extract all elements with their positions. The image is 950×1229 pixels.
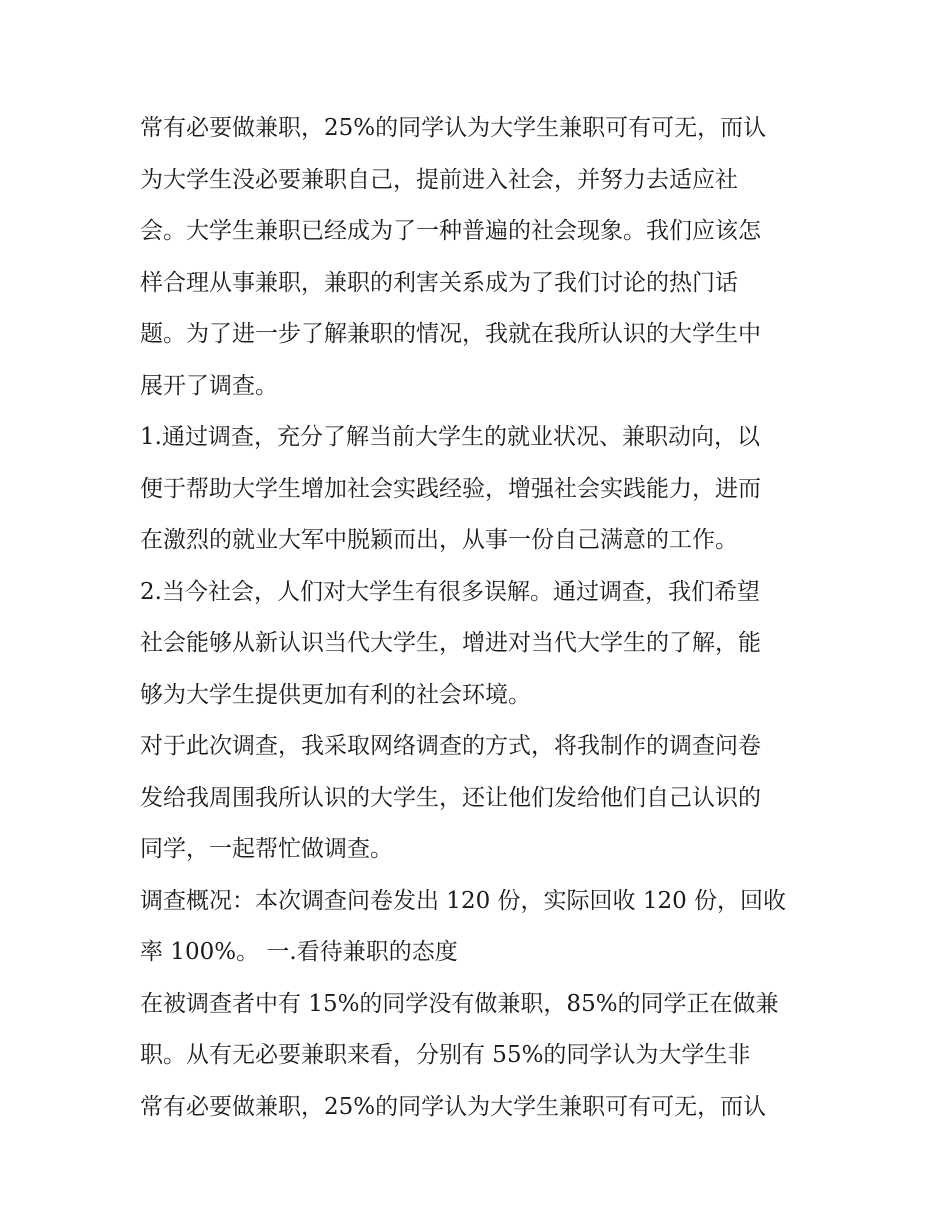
text-line: 会。大学生兼职已经成为了一种普遍的社会现象。我们应该怎: [140, 218, 761, 244]
text-line: 常有必要做兼职，25%的同学认为大学生兼职可有可无，而认: [140, 115, 767, 141]
text-line: 样合理从事兼职，兼职的利害关系成为了我们讨论的热门话: [140, 269, 738, 296]
text-line: 常有必要做兼职，25%的同学认为大学生兼职可有可无，而认: [140, 1093, 767, 1120]
text-line: 对于此次调查，我采取网络调查的方式，将我制作的调查问卷: [140, 733, 761, 759]
text-line: 够为大学生提供更加有利的社会环境。: [140, 681, 531, 708]
text-line: 2.当今社会，人们对大学生有很多误解。通过调查，我们希望: [140, 578, 760, 605]
text-line: 同学，一起帮忙做调查。: [140, 836, 393, 862]
document-body: [140, 103, 820, 1133]
text-line: 在激烈的就业大军中脱颖而出，从事一份自己满意的工作。: [140, 527, 738, 553]
text-line: 率 100%。 一.看待兼职的态度: [140, 939, 458, 965]
text-line: 题。为了进一步了解兼职的情况，我就在我所认识的大学生中: [140, 321, 761, 347]
text-line: 为大学生没必要兼职自己，提前进入社会，并努力去适应社: [140, 166, 738, 193]
text-line: 发给我周围我所认识的大学生，还让他们发给他们自己认识的: [140, 784, 761, 811]
text-line: 1.通过调查，充分了解当前大学生的就业状况、兼职动向，以: [140, 424, 760, 450]
text-line: 社会能够从新认识当代大学生，增进对当代大学生的了解，能: [140, 630, 761, 656]
text-line: 便于帮助大学生增加社会实践经验，增强社会实践能力，进而: [140, 475, 761, 502]
text-line: 职。从有无必要兼职来看，分别有 55%的同学认为大学生非: [140, 1042, 751, 1068]
text-line: 在被调查者中有 15%的同学没有做兼职，85%的同学正在做兼: [140, 990, 779, 1017]
text-line: 展开了调查。: [140, 372, 278, 399]
text-line: 调查概况：本次调查问卷发出 120 份，实际回收 120 份，回收: [140, 887, 787, 914]
